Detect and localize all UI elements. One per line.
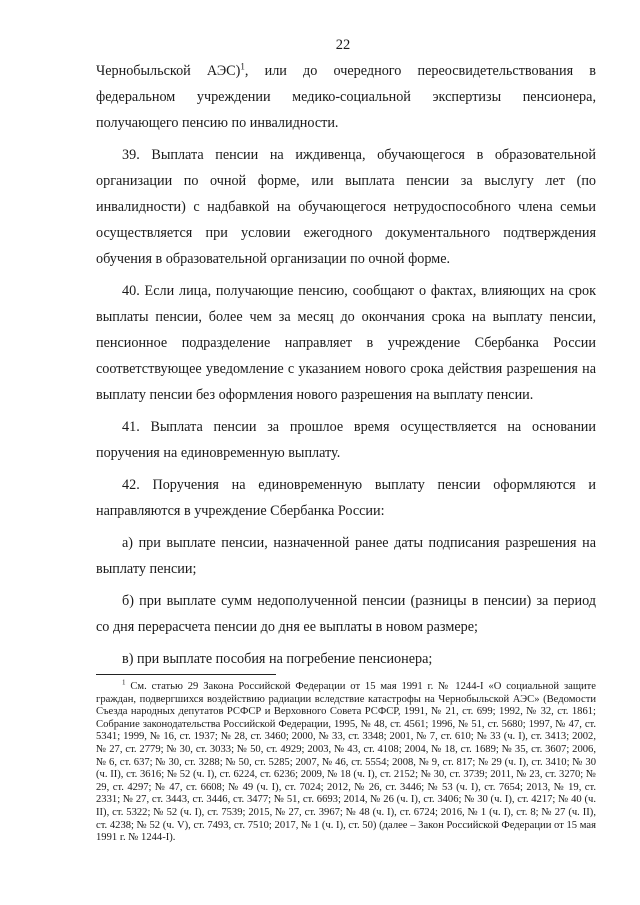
footnote-text: См. статью 29 Закона Российской Федерации от 15 мая 1991 г. № 1244-I «О социальной защите граждан, подвергшихся воздействию радиации вследствие катастрофы на Чернобыльской АЭС» (Ведомости Съезда народных депутатов РСФСР и Верховного Совета РСФСР, 1991, № 21, ст. 699; 1992, № 32, ст. 1861; Собрание законодательства Российской Федерации, 1995, № 48, ст. 4561; 1996, № 51, ст. 5680; 1997, № 47, ст. 5341; 1999, № 16, ст. 1937; № 28, ст. 3460; 2000, № 33, ст. 3348; 2001, № 7, ст. 610; № 33 (ч. I), ст. 3413; 2002, № 27, ст. 2779; № 30, ст. 3033; № 50, ст. 4929; 2003, № 43, ст. 4108; 2004, № 18, ст. 1689; № 35, ст. 3607; 2006, № 6, ст. 637; № 30, ст. 3288; № 50, ст. 5285; 2007, № 46, ст. 5554; 2008, № 9, ст. 817; № 29 (ч. I), ст. 3410; № 30 (ч. II), ст. 3616; № 52 (ч. I), ст. 6224, ст. 6236; 2009, № 18 (ч. I), ст. 2152; № 30, ст. 3739; 2011, № 23, ст. 3270; № 29, ст. 4297; № 47, ст. 6608; № 49 (ч. I), ст. 7024; 2012, № 26, ст. 3446; № 53 (ч. I), ст. 7654; 2013, № 19, ст. 2331; № 27, ст. 3443, ст. 3446, ст. 3477; № 51, ст. 6693; 2014, № 26 (ч. I), ст. 3406; № 30 (ч. I), ст. 4217; № 40 (ч. II), ст. 5322; № 52 (ч. I), ст. 7539; 2015, № 27, ст. 3967; № 48 (ч. I), ст. 6724; 2016, № 1 (ч. I), ст. 8; № 27 (ч. II), ст. 4238; № 52 (ч. V), ст. 7493, ст. 7510; 2017, № 1 (ч. I), ст. 50) (далее – Закон Российской Федерации от 15 мая 1991 г. № 1244-I). <box>96 681 596 844</box>
footnote <box>96 678 596 845</box>
body-text <box>96 58 596 678</box>
paragraph-continuation <box>96 58 596 136</box>
page-number: 22 <box>335 37 351 53</box>
paragraph-42-item-c: в) при выплате пособия на погребение пенсионера; <box>122 651 433 667</box>
paragraph-39: 39. Выплата пенсии на иждивенца, обучающегося в образовательной организации по очной форме, или выплата пенсии за выслугу лет (по инвалидности) с надбавкой на обучающегося нетрудоспособного члена семьи осуществляется при условии ежегодного документального подтверждения обучения в образовательной организации по очной форме. <box>96 147 596 267</box>
paragraph-continuation-end: , или до очередного переосвидетельствования в федеральном учреждении медико-социальной экспертизы пенсионера, получающего пенсию по инвалидности. <box>96 63 596 131</box>
paragraph-42-item-a: а) при выплате пенсии, назначенной ранее даты подписания разрешения на выплату пенсии; <box>96 535 596 577</box>
footnote-marker: 1 <box>122 678 126 687</box>
paragraph-continuation-start: Чернобыльской АЭС) <box>96 63 241 79</box>
footnote-divider <box>96 674 276 675</box>
paragraph-40: 40. Если лица, получающие пенсию, сообщают о фактах, влияющих на срок выплаты пенсии, более чем за месяц до окончания срока на выплату пенсии, пенсионное подразделение направляет в учреждение Сбербанка России соответствующее уведомление с указанием нового срока действия разрешения на выплату пенсии без оформления нового разрешения на выплату пенсии. <box>96 283 596 403</box>
footnote-reference: 1 <box>240 61 245 72</box>
paragraph-42-item-b: б) при выплате сумм недополученной пенсии (разницы в пенсии) за период со дня перерасчета пенсии до дня ее выплаты в новом размере; <box>96 593 596 635</box>
paragraph-42: 42. Поручения на единовременную выплату пенсии оформляются и направляются в учреждение Сбербанка России: <box>96 477 596 519</box>
paragraph-41: 41. Выплата пенсии за прошлое время осуществляется на основании поручения на единовременную выплату. <box>96 419 596 461</box>
